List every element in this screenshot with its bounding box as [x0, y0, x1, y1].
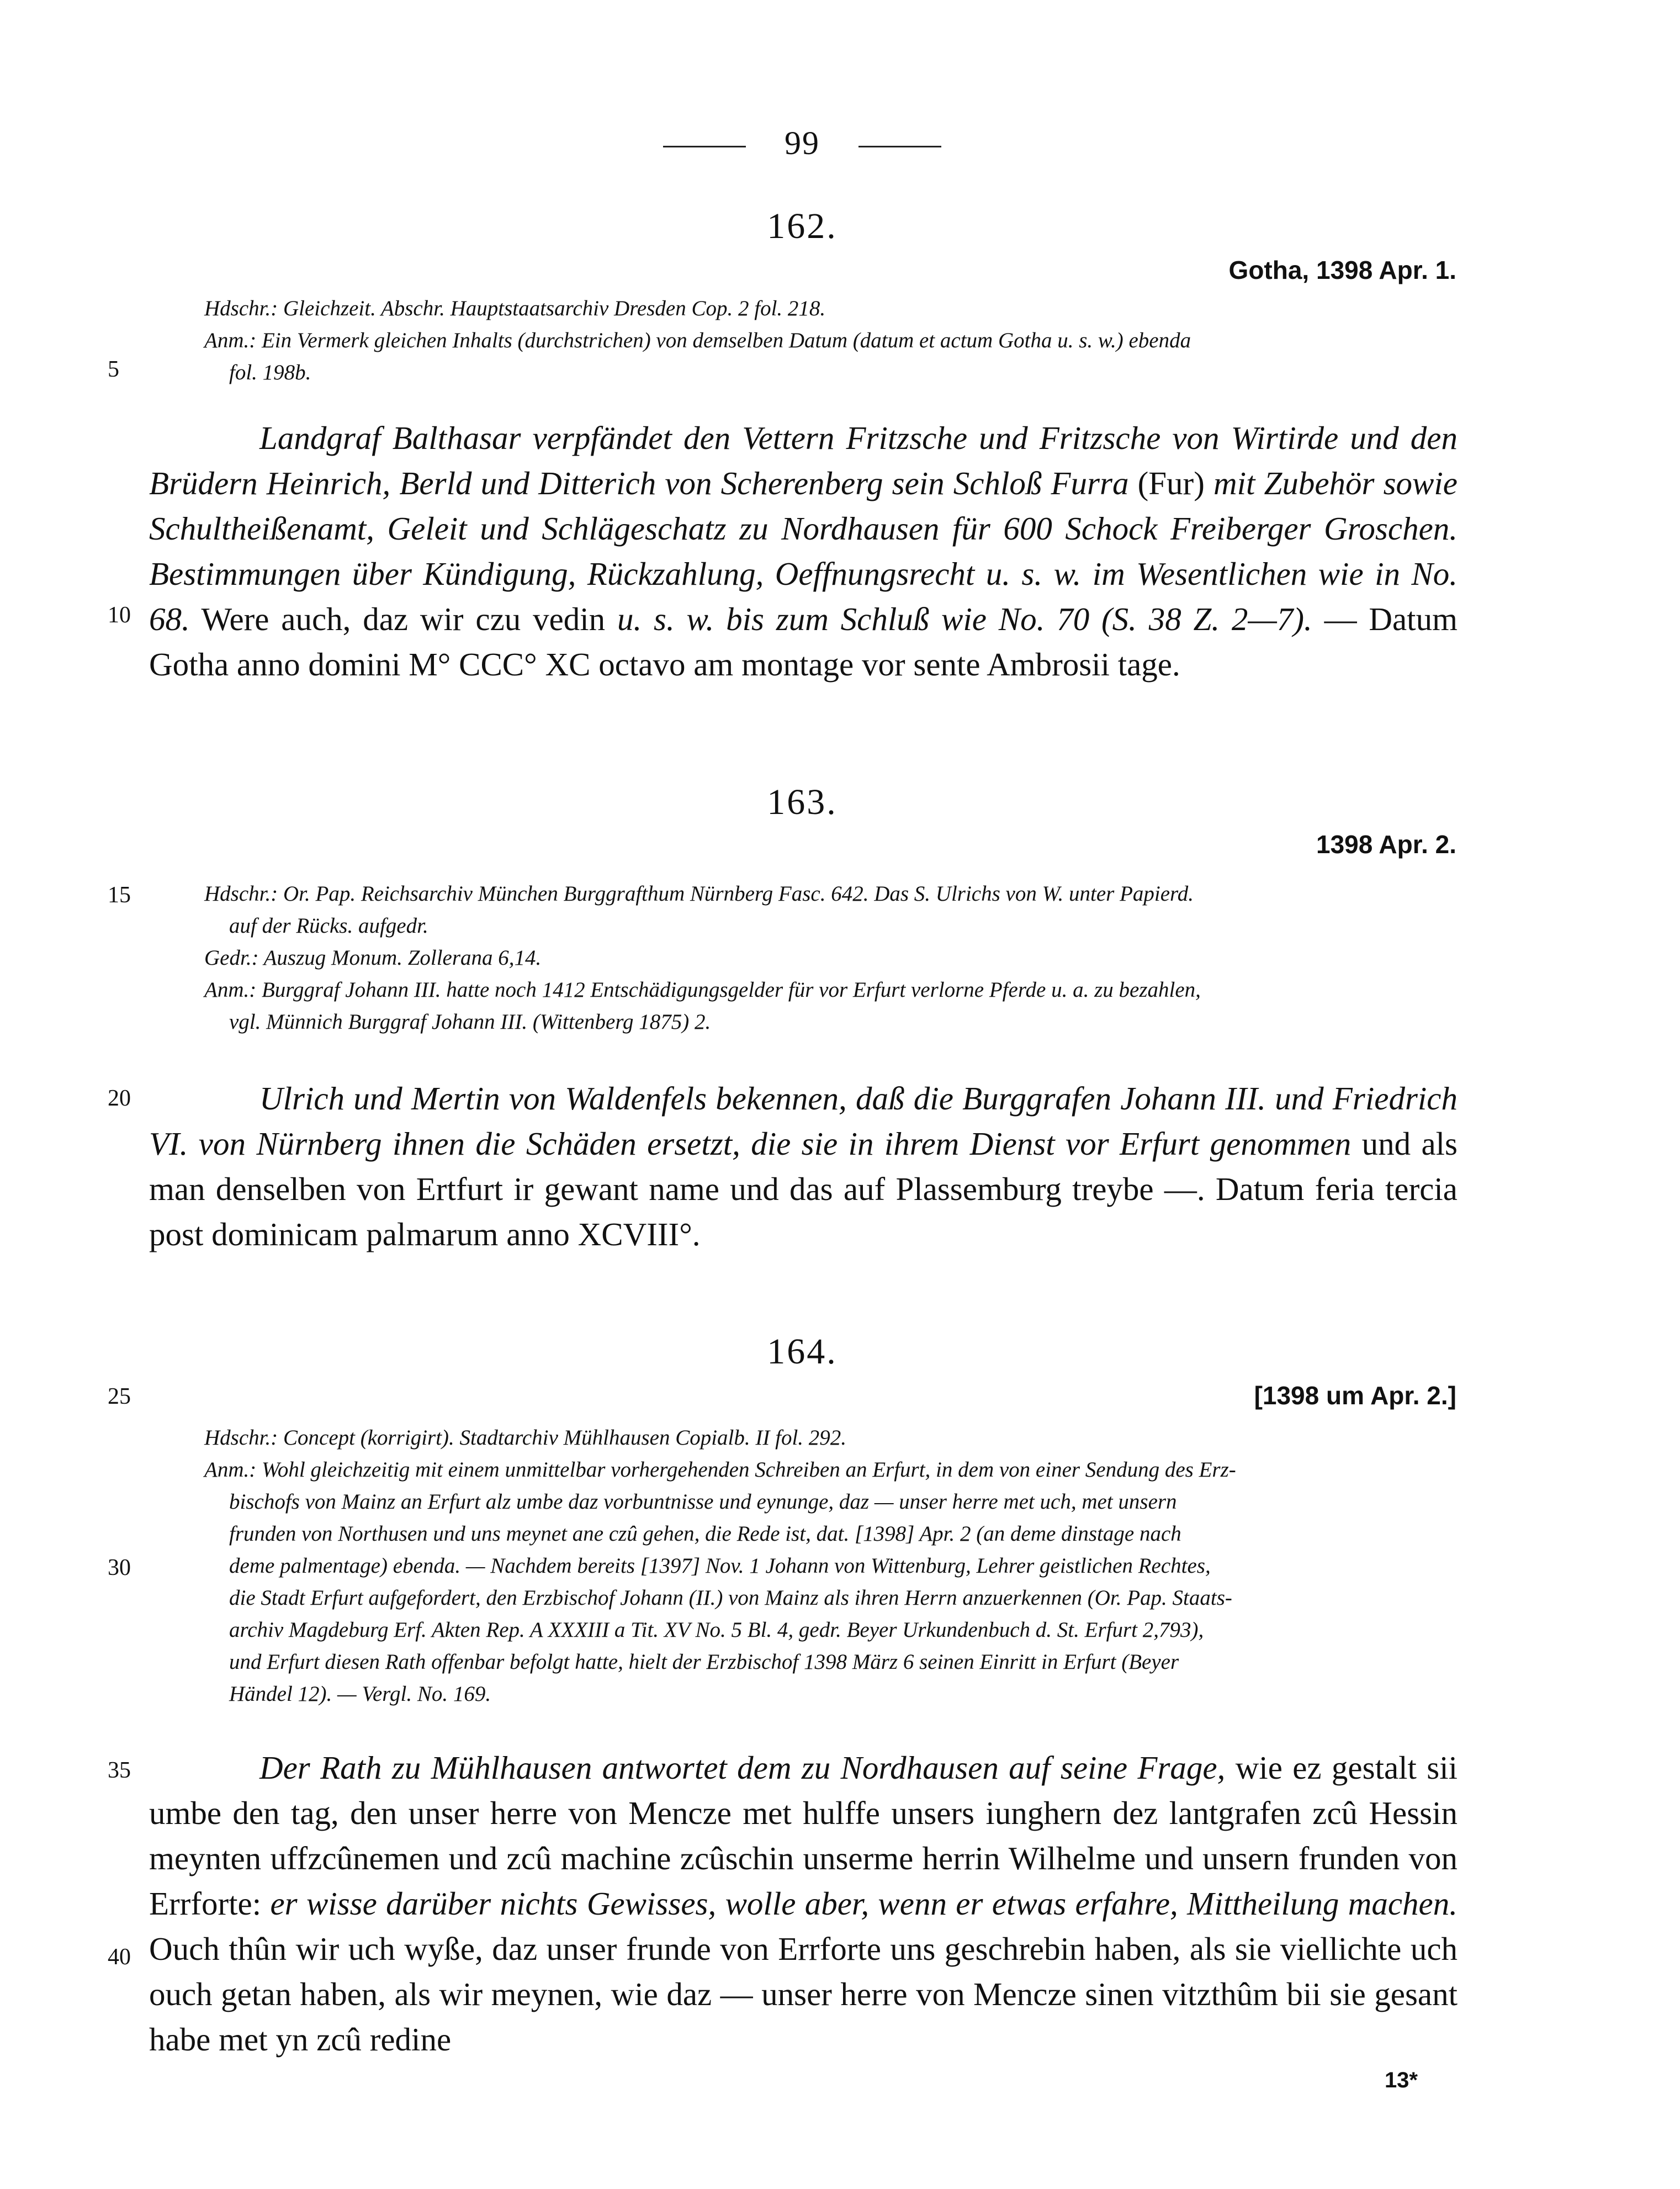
regest-quote: — Datum Gotha anno domini M° CCC° XC octavo am montage vor sente Ambrosii tage. — [149, 601, 1458, 683]
regest-summary: er wisse darüber nichts Gewisses, wolle aber, wenn er etwas erfahre, Mittheilung machen. — [270, 1885, 1458, 1922]
note-line: Anm.: Ein Vermerk gleichen Inhalts (durchstrichen) von demselben Datum (datum et actum Gotha u. s. w.) ebenda — [204, 329, 1191, 352]
note-line: frunden von Northusen und uns meynet ane czû gehen, die Rede ist, dat. [1398] Apr. 2 (an deme dinstage nach — [229, 1522, 1181, 1546]
note-line: Gedr.: Auszug Monum. Zollerana 6,14. — [204, 946, 542, 970]
document-date: Gotha, 1398 Apr. 1. — [1228, 256, 1456, 284]
page-number: 99 — [785, 125, 820, 161]
regest-summary: Landgraf Balthasar verpfändet den Vettern Fritzsche und Fritzsche von Wirtirde und den Brüdern Heinrich, Berld und Ditterich von Scherenberg sein Schloß Furra — [149, 420, 1458, 501]
note-line: Hdschr.: Concept (korrigirt). Stadtarchiv Mühlhausen Copialb. II fol. 292. — [204, 1426, 847, 1450]
header-rule-right — [858, 146, 941, 147]
note-line: deme palmentage) ebenda. — Nachdem bereits [1397] Nov. 1 Johann von Wittenburg, Lehrer geistlichen Rechtes, — [229, 1554, 1211, 1578]
source-notes — [204, 293, 1458, 389]
line-number: 20 — [108, 1086, 131, 1111]
regest-quote: Were auch, daz wir czu vedin — [189, 601, 617, 637]
note-line: auf der Rücks. aufgedr. — [229, 914, 428, 938]
line-number: 10 — [108, 602, 131, 628]
line-number: 35 — [108, 1758, 131, 1783]
note-line: archiv Magdeburg Erf. Akten Rep. A XXXIII a Tit. XV No. 5 Bl. 4, gedr. Beyer Urkundenbuch d. St. Erfurt 2,793), — [229, 1618, 1204, 1642]
note-line: Händel 12). — Vergl. No. 169. — [229, 1682, 491, 1706]
note-line: und Erfurt diesen Rath offenbar befolgt hatte, hielt der Erzbischof 1398 März 6 seinen Einritt in Erfurt (Beyer — [229, 1650, 1179, 1674]
line-number: 30 — [108, 1555, 131, 1580]
source-notes — [204, 1422, 1458, 1710]
regest-summary: mit Zubehör sowie Schultheißenamt, Geleit und Schlägeschatz zu Nordhausen für 600 Schock Freiberger Groschen. Bestimmungen über Kündigung, Rückzahlung, Oeffnungsrecht u. s. w. im Wesentlichen wie in No. 68. — [149, 465, 1458, 637]
document-number: 162. — [767, 206, 838, 246]
regest-quote: wie ez gestalt sii umbe den tag, den unser herre von Mencze met hulffe unsers iunghern dez lantgrafen zcû Hessin meynten uffzcûnemen und zcû machine zcûschin unserme herrin Wilhelme und unsern frunden von Errforte: — [149, 1749, 1458, 1922]
document-date: 1398 Apr. 2. — [1316, 830, 1456, 859]
note-line: Anm.: Wohl gleichzeitig mit einem unmittelbar vorhergehenden Schreiben an Erfurt, in dem von einer Sendung des Erz- — [204, 1458, 1236, 1482]
note-line: Hdschr.: Gleichzeit. Abschr. Hauptstaatsarchiv Dresden Cop. 2 fol. 218. — [204, 297, 826, 320]
line-number: 5 — [108, 357, 119, 382]
regest-summary: Der Rath zu Mühlhausen antwortet dem zu Nordhausen auf seine Frage, — [259, 1749, 1226, 1786]
signature-mark: 13* — [1384, 2068, 1418, 2092]
line-number: 15 — [108, 882, 131, 908]
regest-text — [149, 1745, 1458, 2062]
note-line: Anm.: Burggraf Johann III. hatte noch 1412 Entschädigungsgelder für vor Erfurt verlorne Pferde u. a. zu bezahlen, — [204, 978, 1201, 1002]
note-line: Hdschr.: Or. Pap. Reichsarchiv München Burggrafthum Nürnberg Fasc. 642. Das S. Ulrichs von W. unter Papierd. — [204, 882, 1194, 906]
regest-summary: u. s. w. bis zum Schluß wie No. 70 (S. 38 Z. 2—7). — [617, 601, 1312, 637]
regest-summary: Ulrich und Mertin von Waldenfels bekennen, daß die Burggrafen Johann III. und Friedrich VI. von Nürnberg ihnen die Schäden ersetzt, die sie in ihrem Dienst vor Erfurt genommen — [149, 1080, 1458, 1162]
document-number: 163. — [767, 782, 838, 822]
source-notes — [204, 878, 1458, 1038]
note-line: fol. 198b. — [229, 361, 311, 384]
line-number: 40 — [108, 1944, 131, 1970]
note-line: die Stadt Erfurt aufgefordert, den Erzbischof Johann (II.) von Mainz als ihren Herrn anzuerkennen (Or. Pap. Staats- — [229, 1586, 1232, 1610]
document-date: [1398 um Apr. 2.] — [1254, 1381, 1456, 1410]
header-rule-left — [663, 146, 746, 147]
note-line: bischofs von Mainz an Erfurt alz umbe daz vorbuntnisse und eynunge, daz — unser herre met uch, met unsern — [229, 1490, 1177, 1514]
note-line: vgl. Münnich Burggraf Johann III. (Wittenberg 1875) 2. — [229, 1010, 711, 1034]
line-number: 25 — [108, 1384, 131, 1409]
regest-quote: (Fur) — [1128, 465, 1213, 501]
regest-text — [149, 415, 1458, 687]
page-header — [0, 124, 1604, 162]
document-number: 164. — [767, 1331, 838, 1372]
regest-text — [149, 1076, 1458, 1257]
regest-quote: und als man denselben von Ertfurt ir gewant name und das auf Plassemburg treybe —. Datum feria tercia post dominicam palmarum anno XCVIII°. — [149, 1125, 1458, 1252]
regest-quote: Ouch thûn wir uch wyße, daz unser frunde von Errforte uns geschrebin haben, als sie viellichte uch ouch getan haben, als wir meynen, wie daz — unser herre von Mencze sinen vitzthûm bii sie gesant habe met yn zcû redine — [149, 1931, 1458, 2058]
